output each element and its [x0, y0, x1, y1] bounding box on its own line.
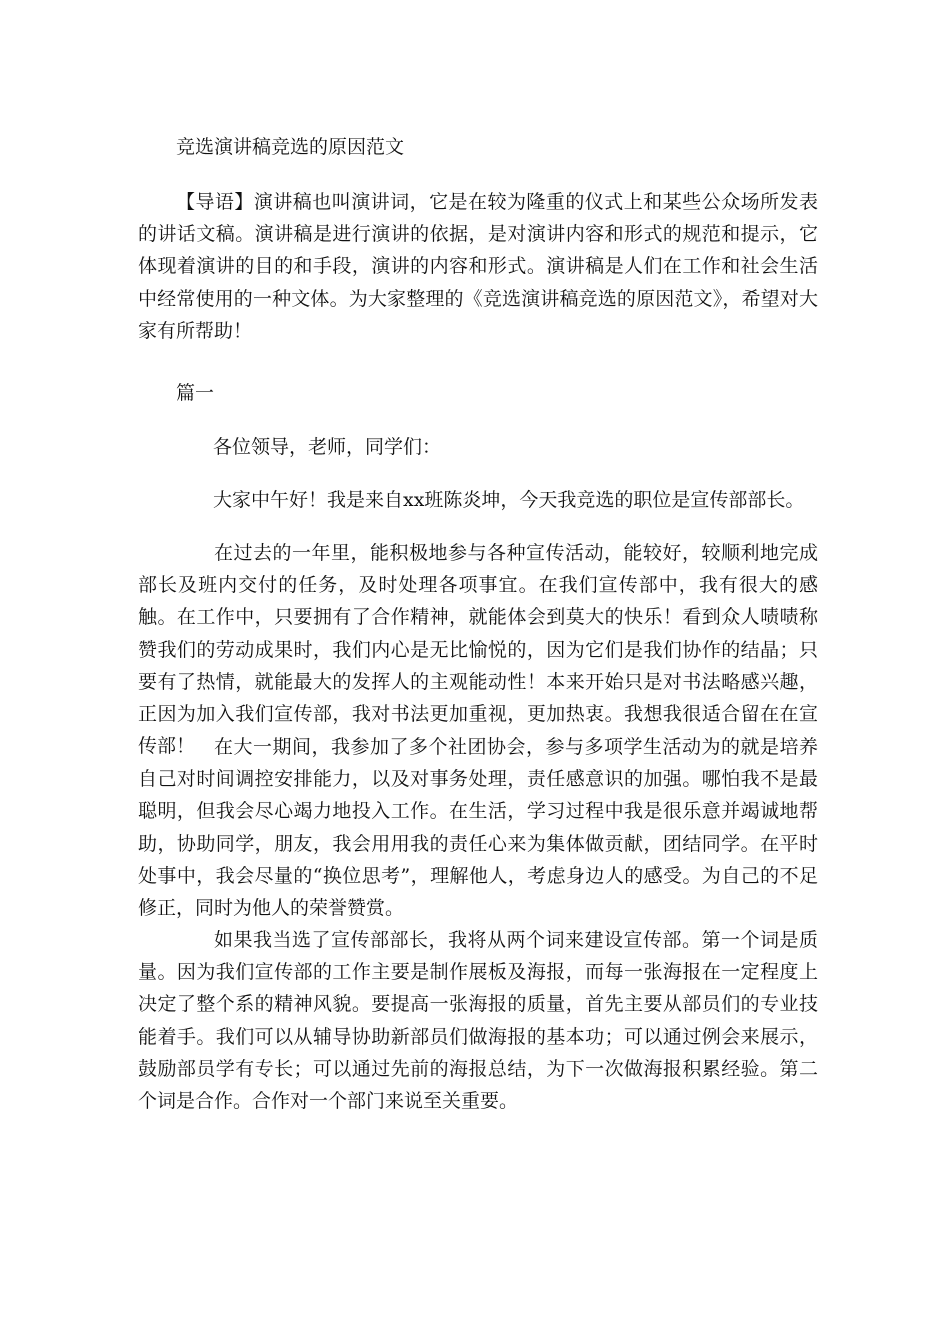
- document-title: 竞选演讲稿竞选的原因范文: [176, 136, 405, 158]
- greeting-paragraph: 大家中午好！我是来自xx班陈炎坤，今天我竞选的职位是宣传部部长。: [213, 489, 805, 511]
- section-heading: 篇一: [176, 382, 215, 404]
- body-paragraph-3: 如果我当选了宣传部部长，我将从两个词来建设宣传部。第一个词是质量。因为我们宣传部的工作主要是制作展板及海报，而每一张海报在一定程度上决定了整个系的精神风貌。要提高一张海报的质量，首先主要从部员们的专业技能着手。我们可以从辅导协助新部员们做海报的基本功；可以通过例会来展示，鼓励部员学有专长；可以通过先前的海报总结，为下一次做海报积累经验。第二个词是合作。合作对一个部门来说至关重要。: [138, 929, 818, 1113]
- body-paragraph-2: 在大一期间，我参加了多个社团协会，参与多项学生活动为的就是培养自己对时间调控安排能力，以及对事务处理，责任感意识的加强。哪怕我不是最聪明，但我会尽心竭力地投入工作。在生活，学习过程中我是很乐意并竭诚地帮助，协助同学，朋友，我会用用我的责任心来为集体做贡献，团结同学。在平时处事中，我会尽量的“换位思考”，理解他人，考虑身边人的感受。为自己的不足修正，同时为他人的荣誉赞赏。: [138, 736, 818, 920]
- body-paragraph-1: 在过去的一年里，能积极地参与各种宣传活动，能较好，较顺利地完成部长及班内交付的任务，及时处理各项事宜。在我们宣传部中，我有很大的感触。在工作中，只要拥有了合作精神，就能体会到莫大的快乐！看到众人啧啧称赞我们的劳动成果时，我们内心是无比愉悦的，因为它们是我们协作的结晶；只要有了热情，就能最大的发挥人的主观能动性！本来开始只是对书法略感兴趣，正因为加入我们宣传部，我对书法更加重视，更加热衷。我想我很适合留在在宣传部！: [138, 542, 818, 758]
- intro-paragraph: 【导语】演讲稿也叫演讲词，它是在较为隆重的仪式上和某些公众场所发表的讲话文稿。演讲稿是进行演讲的依据，是对演讲内容和形式的规范和提示，它体现着演讲的目的和手段，演讲的内容和形式。演讲稿是人们在工作和社会生活中经常使用的一种文体。为大家整理的《竞选演讲稿竞选的原因范文》，希望对大家有所帮助！: [138, 191, 818, 342]
- salutation: 各位领导，老师，同学们：: [213, 436, 442, 458]
